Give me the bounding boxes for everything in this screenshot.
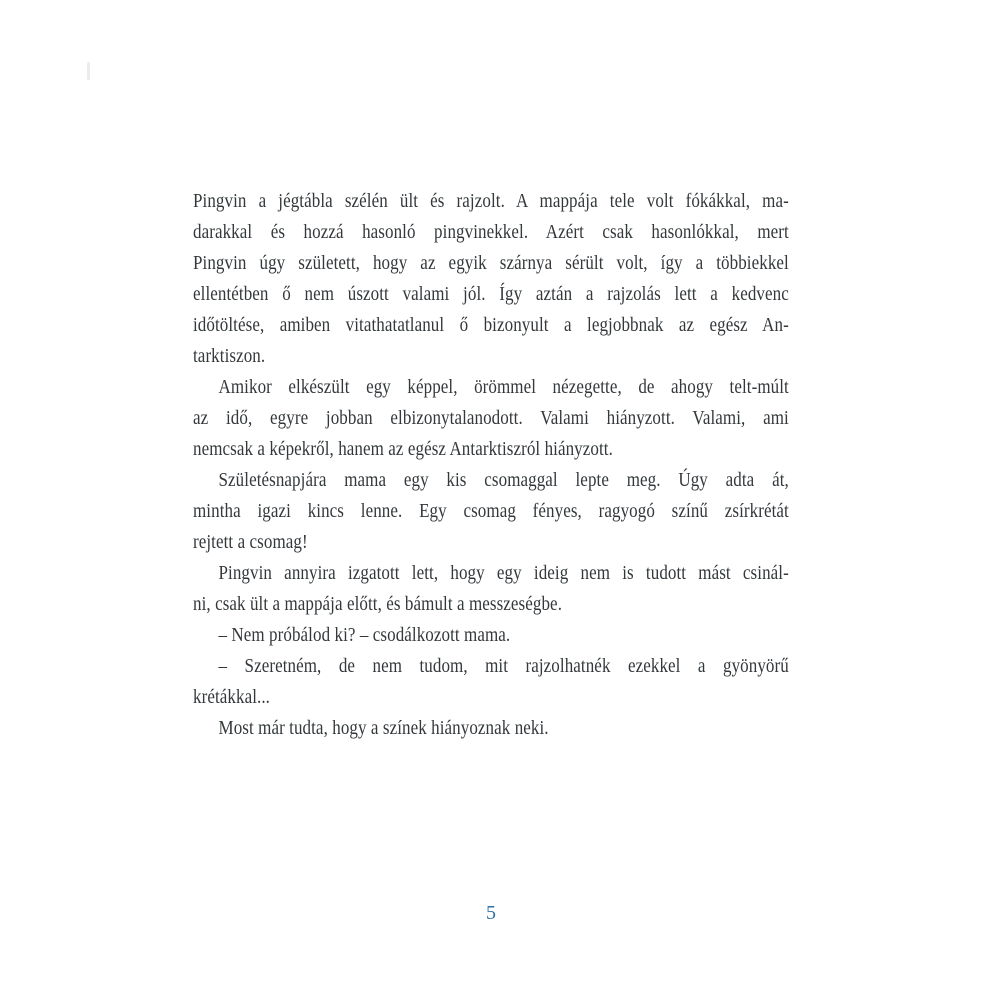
text-line: Most már tudta, hogy a színek hiányoznak neki. — [218, 717, 549, 739]
text-line: Amikor elkészült egy képpel, örömmel nézegette, de ahogy telt-múlt — [218, 376, 789, 398]
text-line: Pingvin annyira izgatott lett, hogy egy ideig nem is tudott mást csinál- — [218, 562, 789, 584]
text-line: Pingvin a jégtábla szélén ült és rajzolt. A mappája tele volt fókákkal, ma- — [193, 190, 789, 212]
page-number: 5 — [486, 902, 496, 924]
text-line: az idő, egyre jobban elbizonytalanodott. Valami hiányzott. Valami, ami — [193, 407, 789, 429]
text-line: nemcsak a képekről, hanem az egész Antarktiszról hiányzott. — [193, 438, 613, 460]
text-line: darakkal és hozzá hasonló pingvinekkel. Azért csak hasonlókkal, mert — [193, 221, 789, 243]
text-line: krétákkal... — [193, 686, 271, 708]
text-line: mintha igazi kincs lenne. Egy csomag fényes, ragyogó színű zsírkrétát — [193, 500, 789, 522]
page-text — [193, 186, 789, 744]
text-line: Születésnapjára mama egy kis csomaggal lepte meg. Úgy adta át, — [218, 469, 789, 491]
scan-artifact-mark — [87, 62, 90, 80]
text-line: időtöltése, amiben vitathatatlanul ő bizonyult a legjobbnak az egész An- — [193, 314, 789, 336]
text-line: ellentétben ő nem úszott valami jól. Így aztán a rajzolás lett a kedvenc — [193, 283, 789, 305]
text-line: rejtett a csomag! — [193, 531, 308, 553]
text-line: – Szeretném, de nem tudom, mit rajzolhatnék ezekkel a gyönyörű — [218, 655, 789, 677]
text-line: Pingvin úgy született, hogy az egyik szárnya sérült volt, így a többiekkel — [193, 252, 789, 274]
text-line: tarktiszon. — [193, 345, 266, 367]
text-line: ni, csak ült a mappája előtt, és bámult a messzeségbe. — [193, 593, 563, 615]
text-line: – Nem próbálod ki? – csodálkozott mama. — [218, 624, 511, 646]
